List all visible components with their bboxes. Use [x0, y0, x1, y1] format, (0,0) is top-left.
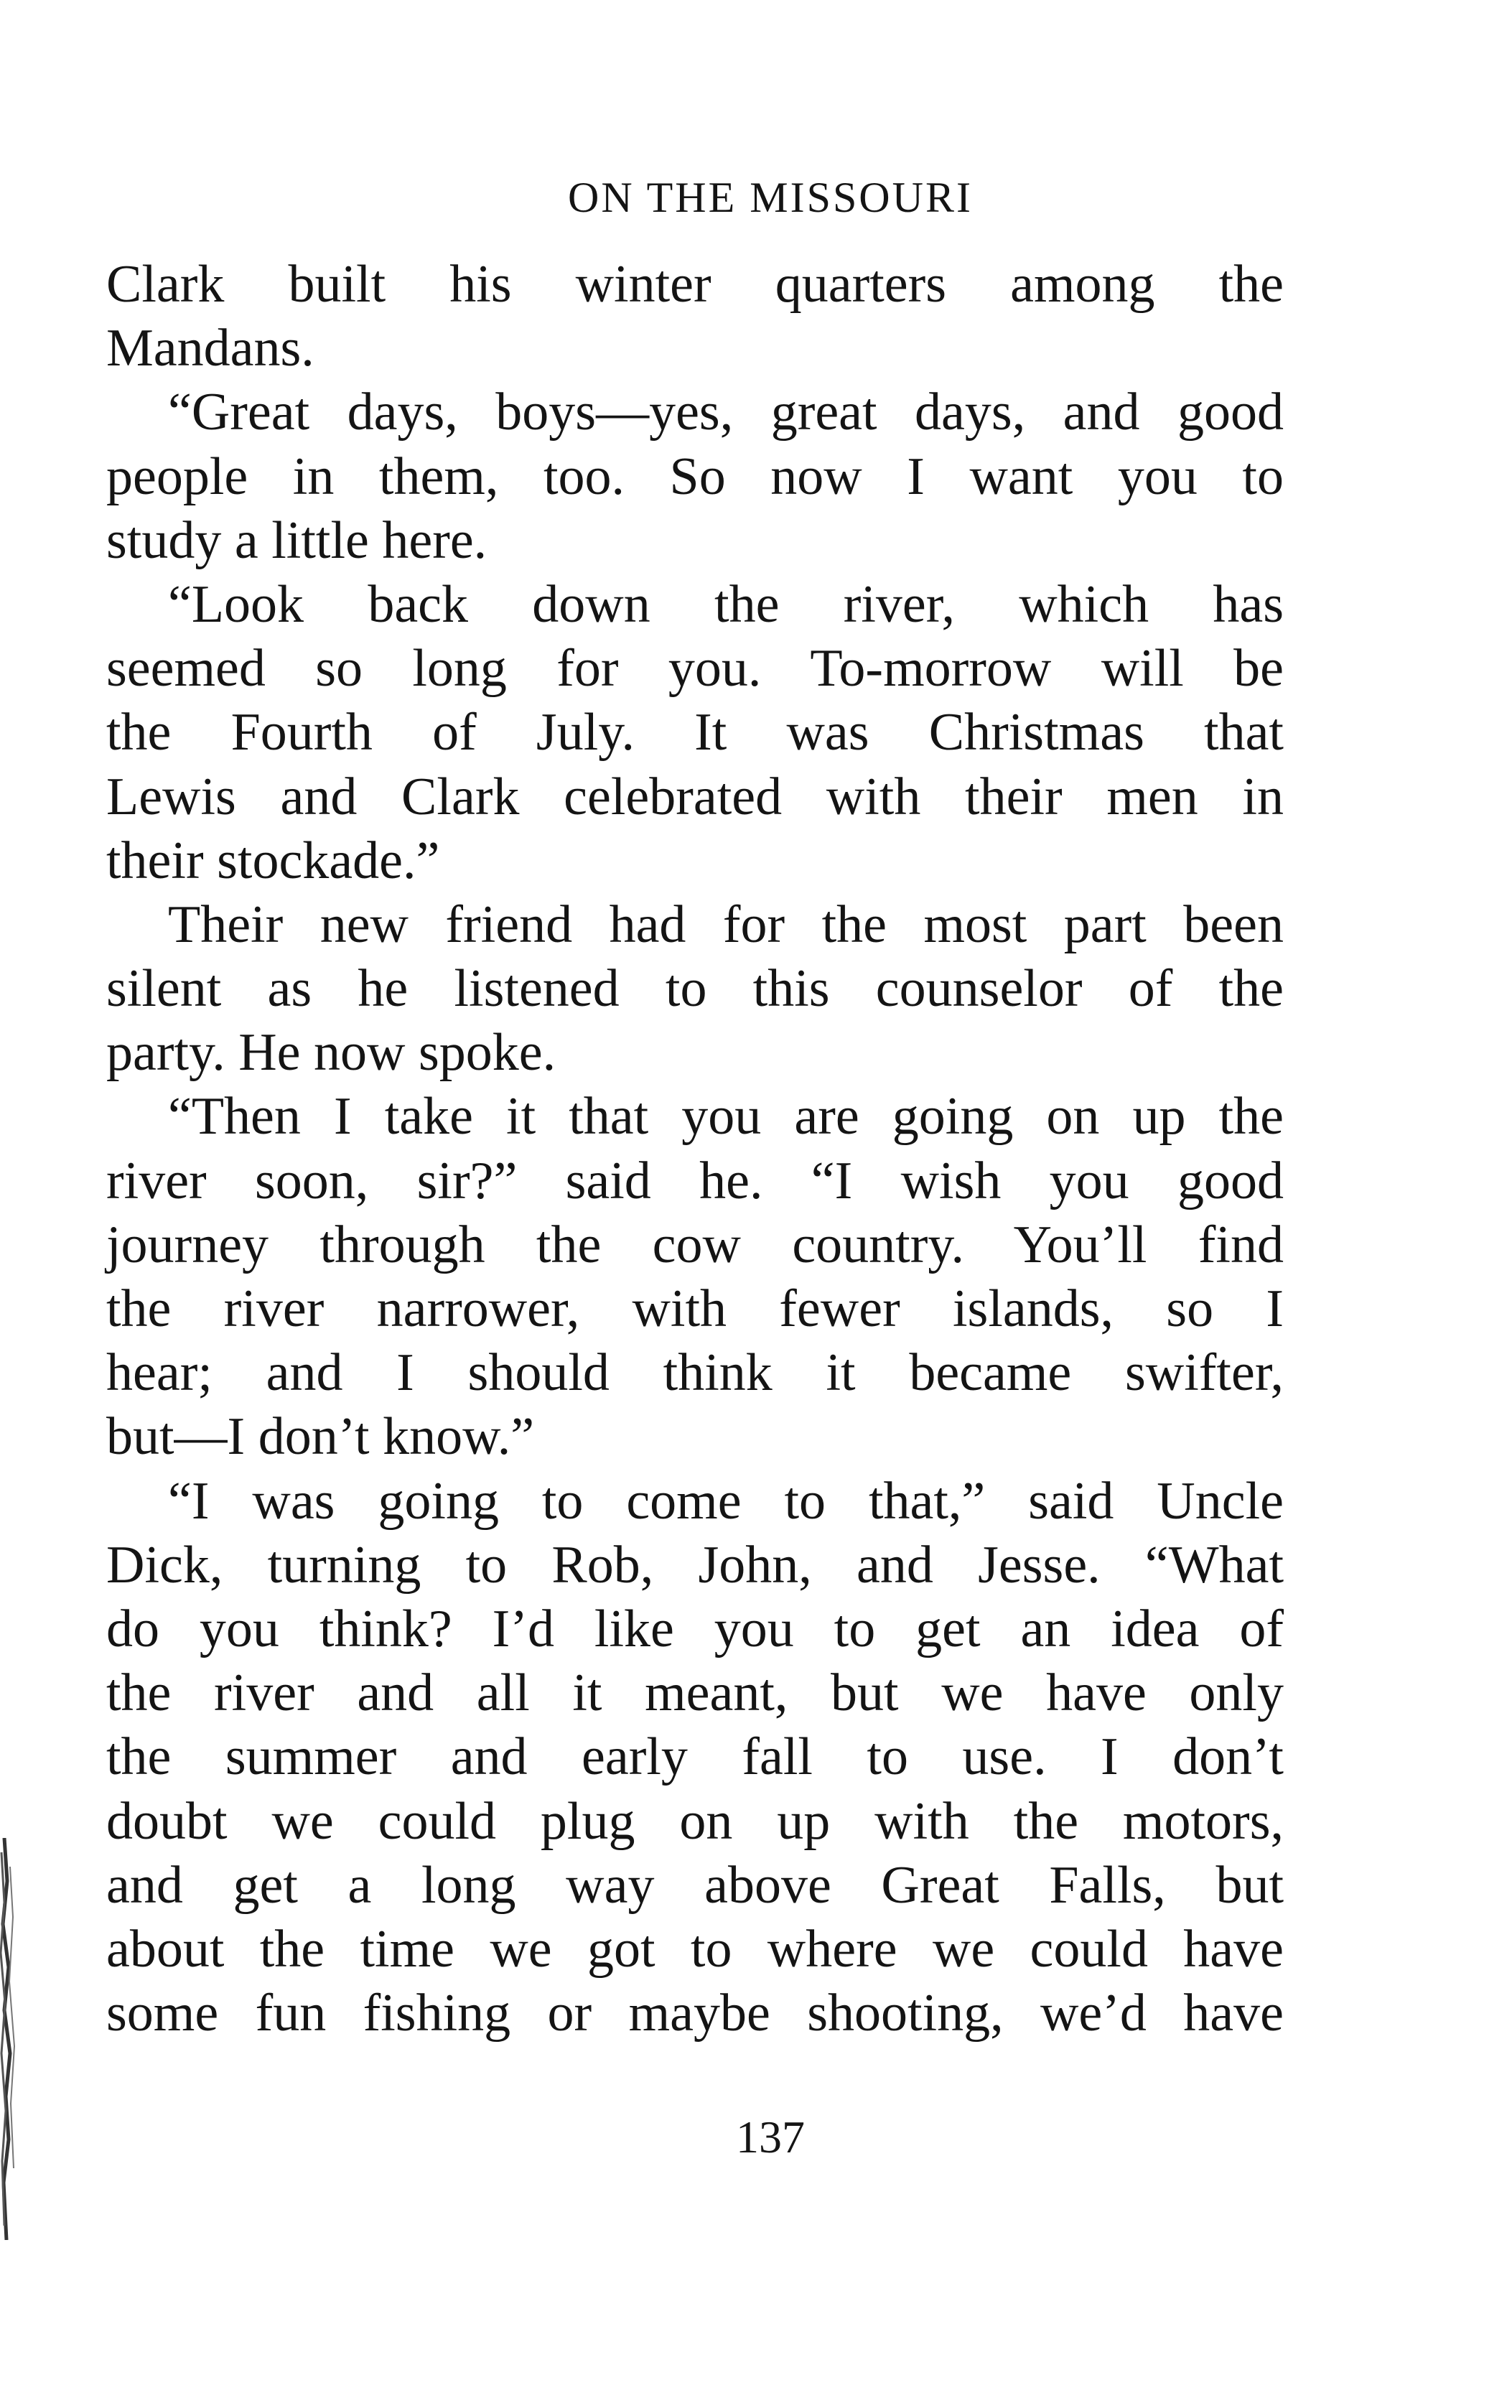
text-line: party. He now spoke.	[106, 1023, 556, 1083]
text-line: “Great days, boys—yes, great days, and good	[168, 383, 1284, 442]
page-number: 137	[736, 2111, 805, 2162]
text-line: the Fourth of July. It was Christmas that	[106, 703, 1284, 762]
text-line: silent as he listened to this counselor of the	[106, 959, 1284, 1019]
body-text	[106, 253, 1284, 2045]
text-line: hear; and I should think it became swifter,	[106, 1343, 1284, 1403]
text-line: “Look back down the river, which has	[168, 574, 1284, 634]
text-line: journey through the cow country. You’ll find	[106, 1215, 1284, 1274]
text-line: Their new friend had for the most part been	[168, 895, 1284, 954]
text-line: the river narrower, with fewer islands, so I	[106, 1279, 1284, 1338]
text-line: Mandans.	[106, 319, 314, 378]
text-line: Dick, turning to Rob, John, and Jesse. “What	[106, 1535, 1284, 1595]
text-line: do you think? I’d like you to get an idea of	[106, 1599, 1284, 1658]
text-line: some fun fishing or maybe shooting, we’d have	[106, 1984, 1284, 2043]
text-line: seemed so long for you. To-morrow will be	[106, 639, 1284, 699]
text-line: study a little here.	[106, 510, 487, 570]
binding-edge-mark	[0, 1838, 29, 2240]
text-line: the summer and early fall to use. I don’t	[106, 1727, 1284, 1787]
text-line: “I was going to come to that,” said Uncle	[168, 1471, 1284, 1531]
text-line: and get a long way above Great Falls, but	[106, 1855, 1284, 1915]
text-line: “Then I take it that you are going on up the	[168, 1087, 1284, 1147]
text-line: Lewis and Clark celebrated with their men in	[106, 767, 1284, 826]
text-line: river soon, sir?” said he. “I wish you good	[106, 1151, 1284, 1210]
text-line: the river and all it meant, but we have only	[106, 1663, 1284, 1723]
running-head: ON THE MISSOURI	[568, 174, 973, 221]
text-line: but—I don’t know.”	[106, 1407, 535, 1467]
text-line: their stockade.”	[106, 831, 440, 890]
text-line: people in them, too. So now I want you to	[106, 447, 1284, 506]
text-line: about the time we got to where we could have	[106, 1919, 1284, 1979]
text-line: doubt we could plug on up with the motors,	[106, 1791, 1284, 1851]
text-line: Clark built his winter quarters among the	[106, 255, 1284, 314]
